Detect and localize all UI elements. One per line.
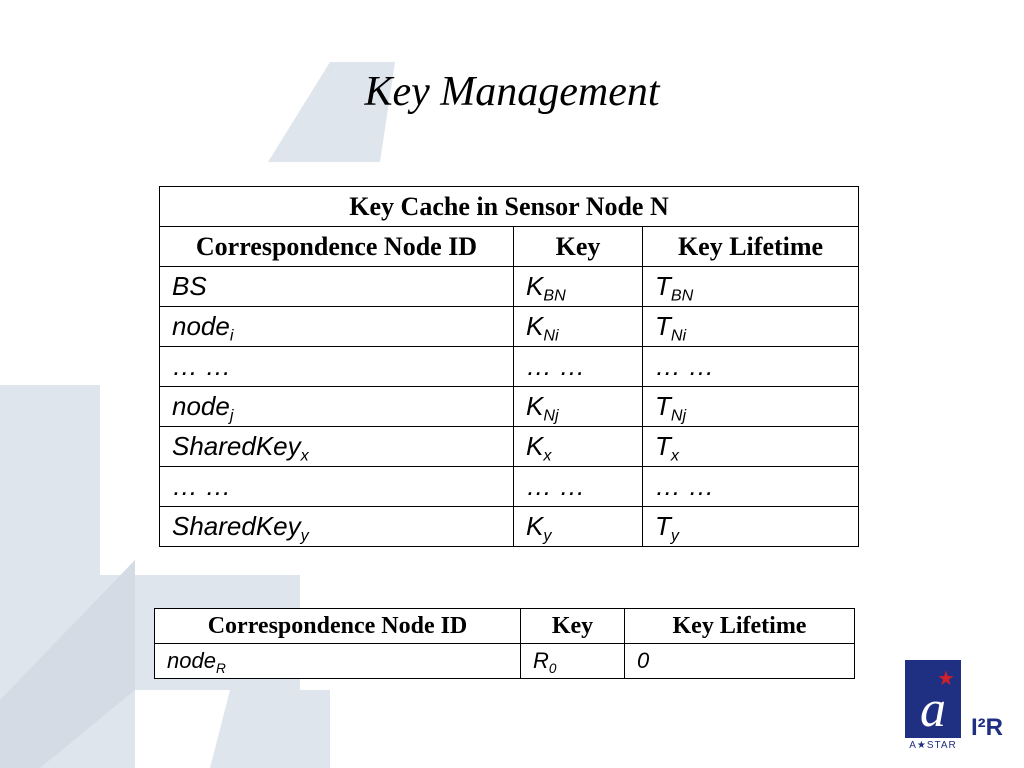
astar-i2r-logo (905, 660, 1015, 755)
column-header: Key (521, 609, 625, 644)
table-row (160, 307, 859, 347)
key-cell-text: K (526, 391, 544, 421)
lifetime-cell-subscript: Nj (670, 406, 687, 425)
lifetime-cell-text: T (655, 391, 671, 421)
lifetime-cell (643, 387, 859, 427)
key-cell-subscript: y (543, 526, 552, 545)
node-id-cell-text: node (172, 311, 230, 341)
lifetime-cell (643, 507, 859, 547)
logo-org: A★STAR (909, 740, 957, 751)
key-cell-text: K (526, 431, 544, 461)
lifetime-cell-subscript: BN (670, 286, 694, 305)
lifetime-cell-text: T (655, 311, 671, 341)
key-cell-subscript: Nj (543, 406, 559, 425)
lifetime-cell-text: T (655, 271, 671, 301)
node-id-cell-text: BS (172, 271, 207, 301)
node-id-cell (160, 427, 514, 467)
node-id-cell-text: SharedKey (172, 431, 301, 461)
lifetime-cell (643, 267, 859, 307)
key-cell-subscript: BN (543, 286, 566, 305)
lifetime-cell (643, 307, 859, 347)
lifetime-cell-subscript: x (670, 446, 679, 465)
column-header: Correspondence Node ID (160, 227, 514, 267)
node-id-cell (155, 644, 521, 679)
lifetime-cell-subscript: Ni (670, 326, 687, 345)
key-cell (514, 467, 643, 507)
star-icon: ★ (937, 668, 955, 690)
key-cell-subscript: 0 (548, 660, 557, 676)
column-header: Correspondence Node ID (155, 609, 521, 644)
key-cell-text: … … (526, 471, 586, 501)
lifetime-cell (643, 427, 859, 467)
table-row (160, 427, 859, 467)
key-cell-text: R (533, 648, 549, 673)
logo-brand: I²R (971, 714, 1003, 741)
node-id-cell (160, 387, 514, 427)
lifetime-cell-subscript: y (670, 526, 679, 545)
key-cell-text: K (526, 311, 544, 341)
key-cell (514, 267, 643, 307)
column-header: Key Lifetime (625, 609, 855, 644)
key-cell (514, 427, 643, 467)
node-id-cell-text: … … (172, 351, 232, 381)
node-id-cell-subscript: x (300, 446, 309, 465)
lifetime-cell-text: … … (655, 471, 715, 501)
table-row (155, 644, 855, 679)
table-caption: Key Cache in Sensor Node N (160, 187, 859, 227)
lifetime-cell-text: … … (655, 351, 715, 381)
node-id-cell (160, 267, 514, 307)
column-header: Key (514, 227, 643, 267)
key-cell (514, 347, 643, 387)
key-cell-text: K (526, 271, 544, 301)
key-cell-text: … … (526, 351, 586, 381)
receiver-key-table (154, 608, 855, 679)
column-header: Key Lifetime (643, 227, 859, 267)
lifetime-cell (625, 644, 855, 679)
node-id-cell (160, 507, 514, 547)
key-cell-text: K (526, 511, 544, 541)
node-id-cell-text: node (167, 648, 216, 673)
node-id-cell-subscript: y (300, 526, 309, 545)
table-row (160, 387, 859, 427)
key-cell (514, 387, 643, 427)
node-id-cell-text: node (172, 391, 230, 421)
node-id-cell-subscript: i (229, 326, 234, 345)
key-cell-subscript: Ni (543, 326, 559, 345)
node-id-cell-subscript: R (215, 660, 226, 676)
lifetime-cell-text: 0 (637, 648, 650, 673)
node-id-cell-text: SharedKey (172, 511, 301, 541)
key-cell (514, 507, 643, 547)
table-header-row (160, 227, 859, 267)
table-row (160, 467, 859, 507)
table-row (160, 347, 859, 387)
node-id-cell (160, 347, 514, 387)
lifetime-cell (643, 347, 859, 387)
logo-mark: a (920, 681, 946, 738)
slide-title: Key Management (364, 69, 660, 115)
lifetime-cell-text: T (655, 511, 671, 541)
node-id-cell (160, 307, 514, 347)
lifetime-cell-text: T (655, 431, 671, 461)
key-cell (514, 307, 643, 347)
key-cache-table (159, 186, 859, 547)
node-id-cell (160, 467, 514, 507)
table-row (160, 507, 859, 547)
node-id-cell-text: … … (172, 471, 232, 501)
key-cell (521, 644, 625, 679)
lifetime-cell (643, 467, 859, 507)
key-cell-subscript: x (543, 446, 552, 465)
table-header-row (155, 609, 855, 644)
node-id-cell-subscript: j (229, 406, 234, 425)
table-row (160, 267, 859, 307)
table-caption-row (160, 187, 859, 227)
